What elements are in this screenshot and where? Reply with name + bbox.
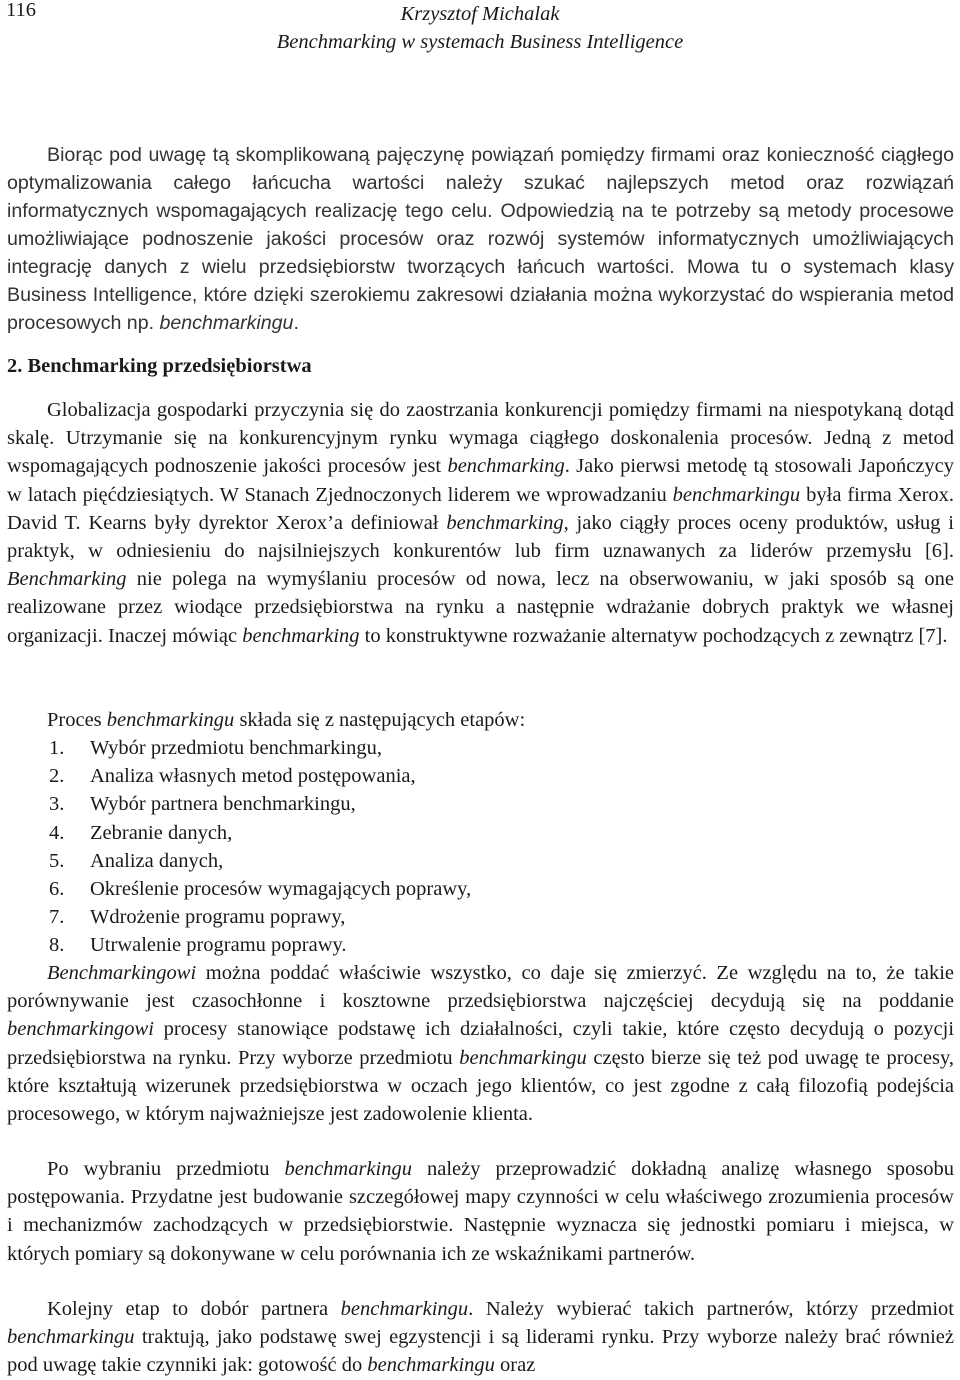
p2-b: można poddać właściwie wszystko, co daje się zmierzyć. Ze względu na to, że takie porównywanie jest czasochłonne i kosztowne przedsiębiorstwa najczęściej decydują się na poddanie (7, 962, 955, 1013)
intro-text-2: Odpowiedzią na te potrzeby są metody procesowe umożliwiające podnoszenie jakości procesów oraz rozwój systemów informatycznych umożliwiających integrację danych z wielu przedsiębiorstw tworzących łańcuch wartości. Mowa tu o systemach klasy Business Intelligence, które dzięki szerokiemu zakresowi działania można wykorzystać do wspierania metod procesowych np. (7, 200, 954, 334)
list-item (49, 762, 471, 790)
list-item-number: 1. (49, 737, 65, 759)
p3-a: Po wybraniu przedmiotu (47, 1158, 270, 1180)
p1-i: nie polega na wymyślaniu procesów od nowa, lecz na obserwowaniu, w jaki sposób są one realizowane przez wiodące przedsiębiorstwa na rynku a następnie wdrażanie dobrych praktyk we własnej organizacji. Inaczej mówiąc (7, 568, 954, 647)
page-header (0, 0, 960, 60)
p1-em-4: Benchmarking (7, 568, 127, 591)
p1-e: była firma Xerox. David T. Kearns były dyrektor Xerox’a definiował (7, 483, 955, 534)
p1-em-1: benchmarking (447, 455, 565, 478)
list-item-text: Określenie procesów wymagających poprawy, (90, 878, 472, 901)
list-item (49, 903, 471, 931)
list-item-number: 2. (49, 765, 65, 788)
list-item-text: Zebranie danych, (90, 821, 233, 844)
p1-g: , jako ciągły proces oceny produktów, usług i praktyk, w odniesieniu do najsilniejszych konkurentów lub firm uznawanych za liderów przemysłu [6]. (7, 511, 954, 563)
p1-a: Globalizacja gospodarki przyczynia się do zaostrzania konkurencji pomiędzy firmami na niespotykaną dotąd skalę. Utrzymanie się na konkurencyjnym rynku wymaga ciągłego doskonalenia procesów. Jedną z metod wspomagających podnoszenie jakości procesów jest (7, 399, 954, 478)
list-item (49, 875, 471, 903)
list-item-text: Wybór przedmiotu benchmarkingu, (90, 737, 382, 759)
running-head (0, 0, 960, 56)
p2-em-1: Benchmarkingowi (47, 962, 197, 984)
p4-c: . Należy wybierać takich partnerów, którzy przedmiot (468, 1298, 954, 1320)
p4-em-3: benchmarkingu (367, 1354, 495, 1377)
intro-text-1: Biorąc pod uwagę tą skomplikowaną pajęczynę powiązań pomiędzy firmami oraz konieczność ciągłego optymalizowania całego łańcucha wartości należy szukać najlepszych metod oraz rozwiązań informatycznych wspomagających realizację tego celu. (7, 144, 954, 222)
list-item (49, 819, 471, 847)
list-item-text: Wybór partnera benchmarkingu, (90, 793, 356, 816)
paragraph-globalization (7, 396, 954, 650)
p4-em-1: benchmarkingu (340, 1298, 469, 1320)
p1-k: to konstruktywne rozważanie alternatyw pochodzących z zewnątrz [7]. (364, 624, 948, 647)
section-heading: 2. Benchmarking przedsiębiorstwa (7, 355, 312, 377)
p2-f: często bierze się też pod uwagę te procesy, które kształtują wizerunek przedsiębiorstwa w oczach jego klientów, co jest zgodne z całą filozofią podejścia procesowego, w którym najważniejsze jest zadowolenie klienta. (7, 1046, 955, 1126)
intro-paragraph (7, 141, 954, 337)
paragraph-partner (7, 1295, 954, 1380)
steps-list (49, 734, 471, 960)
list-item-text: Analiza danych, (90, 849, 224, 872)
list-item-number: 8. (49, 934, 65, 957)
list-intro (7, 706, 954, 734)
p3-em: benchmarkingu (284, 1158, 412, 1180)
list-item-number: 3. (49, 793, 65, 816)
list-intro-em: benchmarkingu (106, 709, 235, 731)
paragraph-scope (7, 959, 954, 1128)
list-item (49, 734, 471, 762)
list-item-text: Wdrożenie programu poprawy, (90, 906, 346, 929)
list-item (49, 847, 471, 875)
p1-em-5: benchmarking (242, 624, 360, 647)
list-item-text: Utrwalenie programu poprawy. (90, 934, 347, 957)
p3-c: należy przeprowadzić dokładną analizę własnego sposobu postępowania. Przydatne jest budowanie szczegółowej mapy czynności w celu właściwego zrozumienia procesów i mechanizmów zachodzących w przedsiębiorstwie. Następnie wyznacza się jednostki pomiaru i miejsca, w których pomiary są dokonywane w celu porównania ich ze wskaźnikami partnerów. (7, 1158, 955, 1265)
list-item-number: 5. (49, 849, 65, 872)
p4-g: oraz (500, 1354, 536, 1377)
list-item-text: Analiza własnych metod postępowania, (90, 765, 416, 788)
p2-d: procesy stanowiące podstawę ich działalności, czyli takie, które często decydują o pozycji przedsiębiorstwa na rynku. Przy wyborze przedmiotu (7, 1018, 955, 1069)
list-intro-c: składa się z następujących etapów: (239, 709, 526, 731)
page-number: 116 (6, 0, 36, 21)
p2-em-3: benchmarkingu (459, 1046, 587, 1069)
list-item-number: 4. (49, 821, 65, 844)
p1-c: . Jako pierwsi metodę tą stosowali Japończycy w latach pięćdziesiątych. W Stanach Zjednoczonych liderem we wprowadzaniu (7, 455, 954, 506)
p1-em-3: benchmarking (446, 511, 564, 534)
paragraph-analysis (7, 1155, 954, 1268)
intro-emphasis: benchmarkingu (159, 312, 294, 334)
p2-em-2: benchmarkingowi (7, 1018, 154, 1041)
running-head-author: Krzysztof Michalak (400, 3, 560, 25)
intro-end: . (293, 312, 299, 334)
list-item (49, 931, 471, 959)
running-head-title: Benchmarking w systemach Business Intelligence (276, 31, 684, 53)
p4-e: traktują, jako podstawę swej egzystencji i są liderami rynku. Przy wyborze należy brać również pod uwagę takie czynniki jak: gotowość do (7, 1326, 954, 1377)
list-item-number: 7. (49, 906, 65, 929)
list-item (49, 790, 471, 818)
p1-em-2: benchmarkingu (672, 483, 801, 506)
p4-em-2: benchmarkingu (7, 1326, 135, 1349)
p4-a: Kolejny etap to dobór partnera (47, 1298, 329, 1320)
list-intro-a: Proces (47, 709, 102, 731)
list-item-number: 6. (49, 878, 65, 901)
